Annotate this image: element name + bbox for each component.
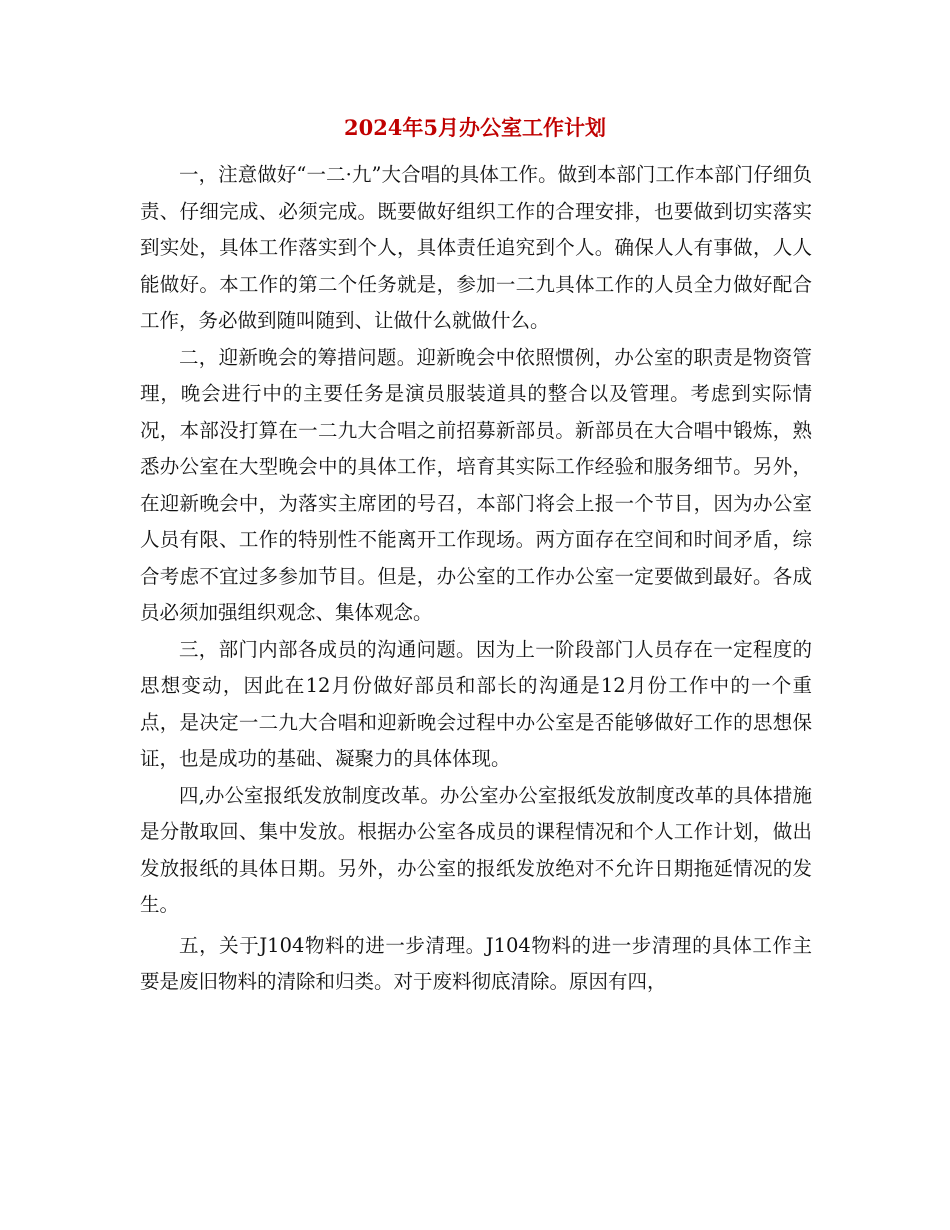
paragraph-2: 二，迎新晚会的筹措问题。迎新晚会中依照惯例，办公室的职责是物资管理，晚会进行中的主要任务是演员服装道具的整合以及管理。考虑到实际情况，本部没打算在一二九大合唱之前招募新部员。新部员在大合唱中锻炼，熟悉办公室在大型晚会中的具体工作，培育其实际工作经验和服务细节。另外，在迎新晚会中，为落实主席团的号召，本部门将会上报一个节目，因为办公室人员有限、工作的特别性不能离开工作现场。两方面存在空间和时间矛盾，综合考虑不宜过多参加节目。但是，办公室的工作办公室一定要做到最好。各成员必须加强组织观念、集体观念。 — [140, 345, 812, 624]
document-title: 2024年5月办公室工作计划 — [343, 115, 607, 140]
document-body — [140, 157, 812, 1001]
paragraph-3: 三，部门内部各成员的沟通问题。因为上一阶段部门人员存在一定程度的思想变动，因此在12月份做好部员和部长的沟通是12月份工作中的一个重点，是决定一二九大合唱和迎新晚会过程中办公室是否能够做好工作的思想保证，也是成功的基础、凝聚力的具体体现。 — [140, 637, 812, 770]
paragraph-5: 五，关于J104物料的进一步清理。J104物料的进一步清理的具体工作主要是废旧物料的清除和归类。对于废料彻底清除。原因有四， — [140, 933, 812, 993]
paragraph-4: 四,办公室报纸发放制度改革。办公室办公室报纸发放制度改革的具体措施是分散取回、集中发放。根据办公室各成员的课程情况和个人工作计划，做出发放报纸的具体日期。另外，办公室的报纸发放绝对不允许日期拖延情况的发生。 — [140, 783, 812, 916]
paragraph-1: 一，注意做好“一二·九”大合唱的具体工作。做到本部门工作本部门仔细负责、仔细完成、必须完成。既要做好组织工作的合理安排，也要做到切实落实到实处，具体工作落实到个人，具体责任追究到个人。确保人人有事做，人人能做好。本工作的第二个任务就是，参加一二九具体工作的人员全力做好配合工作，务必做到随叫随到、让做什么就做什么。 — [140, 163, 812, 332]
